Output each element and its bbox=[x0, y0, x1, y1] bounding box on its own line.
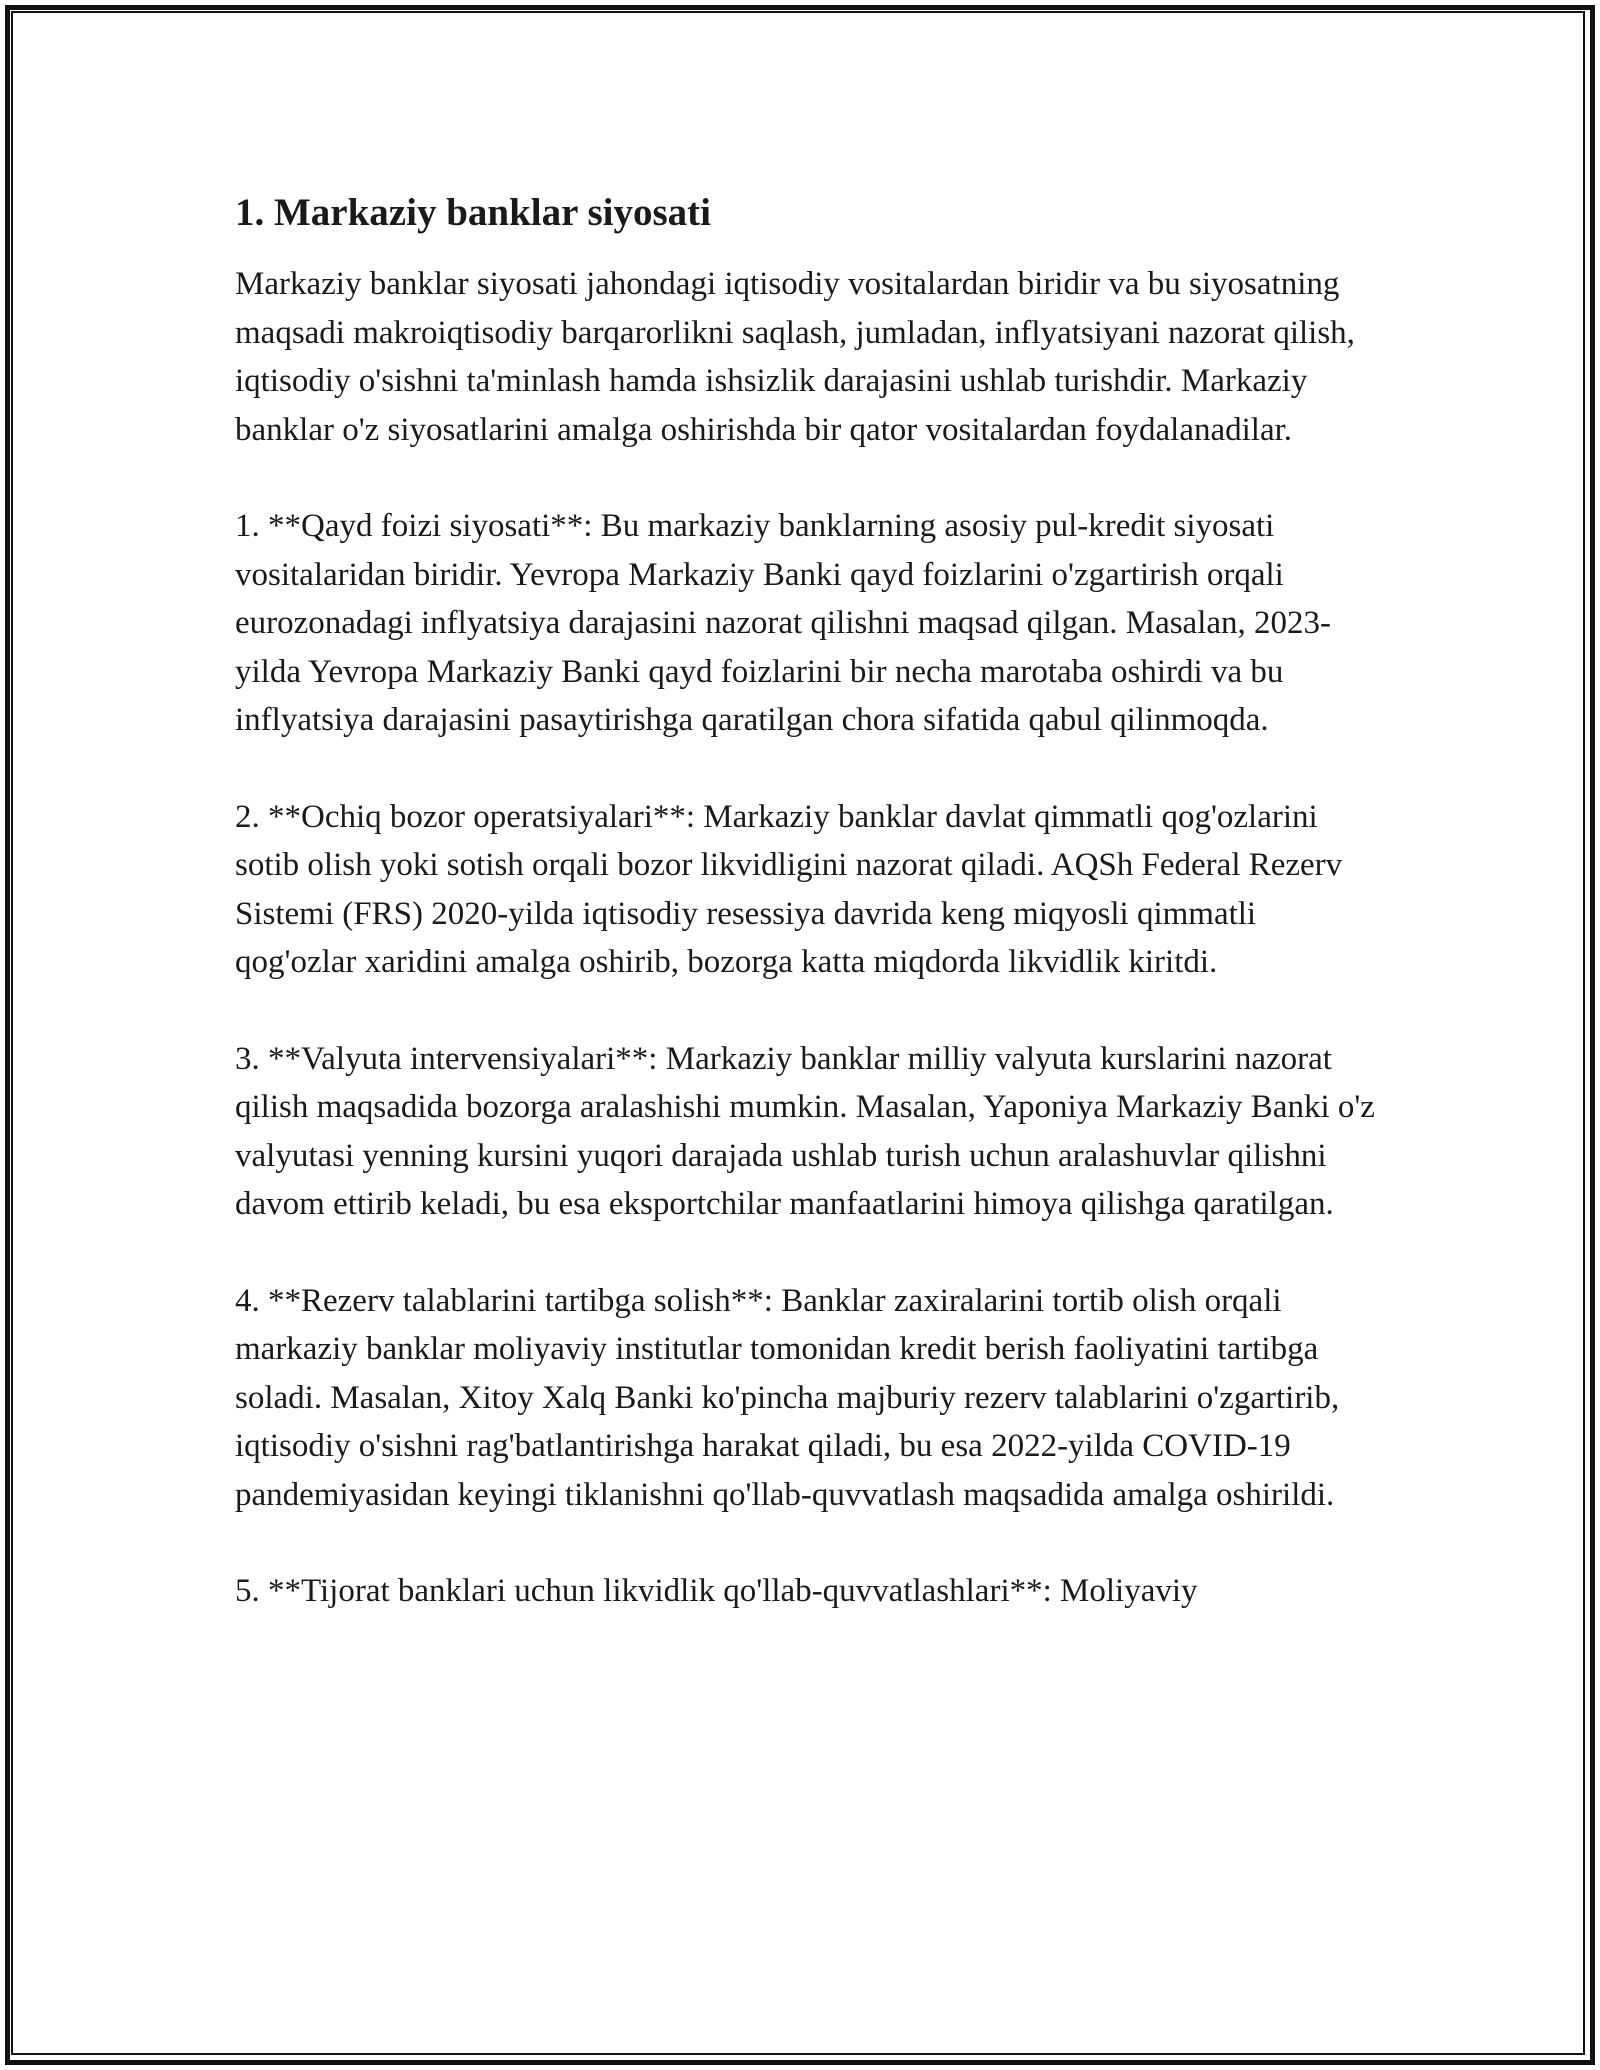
list-item-1-paragraph: 1. **Qayd foizi siyosati**: Bu markaziy banklarning asosiy pul-kredit siyosati vositalaridan biridir. Yevropa Markaziy Banki qayd foizlarini o'zgartirish orqali eurozonadagi inflyatsiya darajasini nazorat qilishni maqsad qilgan. Masalan, 2023-yilda Yevropa Markaziy Banki qayd foizlarini bir necha marotaba oshirdi va bu inflyatsiya darajasini pasaytirishga qaratilgan chora sifatida qabul qilinmoqda. bbox=[235, 508, 1332, 738]
section-heading: 1. Markaziy banklar siyosati bbox=[235, 191, 711, 234]
list-item-4-paragraph: 4. **Rezerv talablarini tartibga solish**: Banklar zaxiralarini tortib olish orqali markaziy banklar moliyaviy institutlar tomonidan kredit berish faoliyatini tartibga soladi. Masalan, Xitoy Xalq Banki ko'pincha majburiy rezerv talablarini o'zgartirib, iqtisodiy o'sishni rag'batlantirishga harakat qiladi, bu esa 2022-yilda COVID-19 pandemiyasidan keyingi tiklanishni qo'llab-quvvatlash maqsadida amalga oshirildi. bbox=[235, 1282, 1340, 1513]
list-item-5-paragraph: 5. **Tijorat banklari uchun likvidlik qo'llab-quvvatlashlari**: Moliyaviy bbox=[235, 1573, 1198, 1609]
intro-paragraph: Markaziy banklar siyosati jahondagi iqtisodiy vositalardan biridir va bu siyosatning maqsadi makroiqtisodiy barqarorlikni saqlash, jumladan, inflyatsiyani nazorat qilish, iqtisodiy o'sishni ta'minlash hamda ishsizlik darajasini ushlab turishdir. Markaziy banklar o'z siyosatlarini amalga oshirishda bir qator vositalardan foydalanadilar. bbox=[235, 266, 1355, 448]
list-item-2-paragraph: 2. **Ochiq bozor operatsiyalari**: Markaziy banklar davlat qimmatli qog'ozlarini sotib olish yoki sotish orqali bozor likvidligini nazorat qiladi. AQSh Federal Rezerv Sistemi (FRS) 2020-yilda iqtisodiy resessiya davrida keng miqyosli qimmatli qog'ozlar xaridini amalga oshirib, bozorga katta miqdorda likvidlik kiritdi. bbox=[235, 798, 1343, 980]
document-page bbox=[235, 188, 1375, 1664]
list-item-3-paragraph: 3. **Valyuta intervensiyalari**: Markaziy banklar milliy valyuta kurslarini nazorat qilish maqsadida bozorga aralashishi mumkin. Masalan, Yaponiya Markaziy Banki o'z valyutasi yenning kursini yuqori darajada ushlab turish uchun aralashuvlar qilishni davom ettirib keladi, bu esa eksportchilar manfaatlarini himoya qilishga qaratilgan. bbox=[235, 1040, 1375, 1222]
